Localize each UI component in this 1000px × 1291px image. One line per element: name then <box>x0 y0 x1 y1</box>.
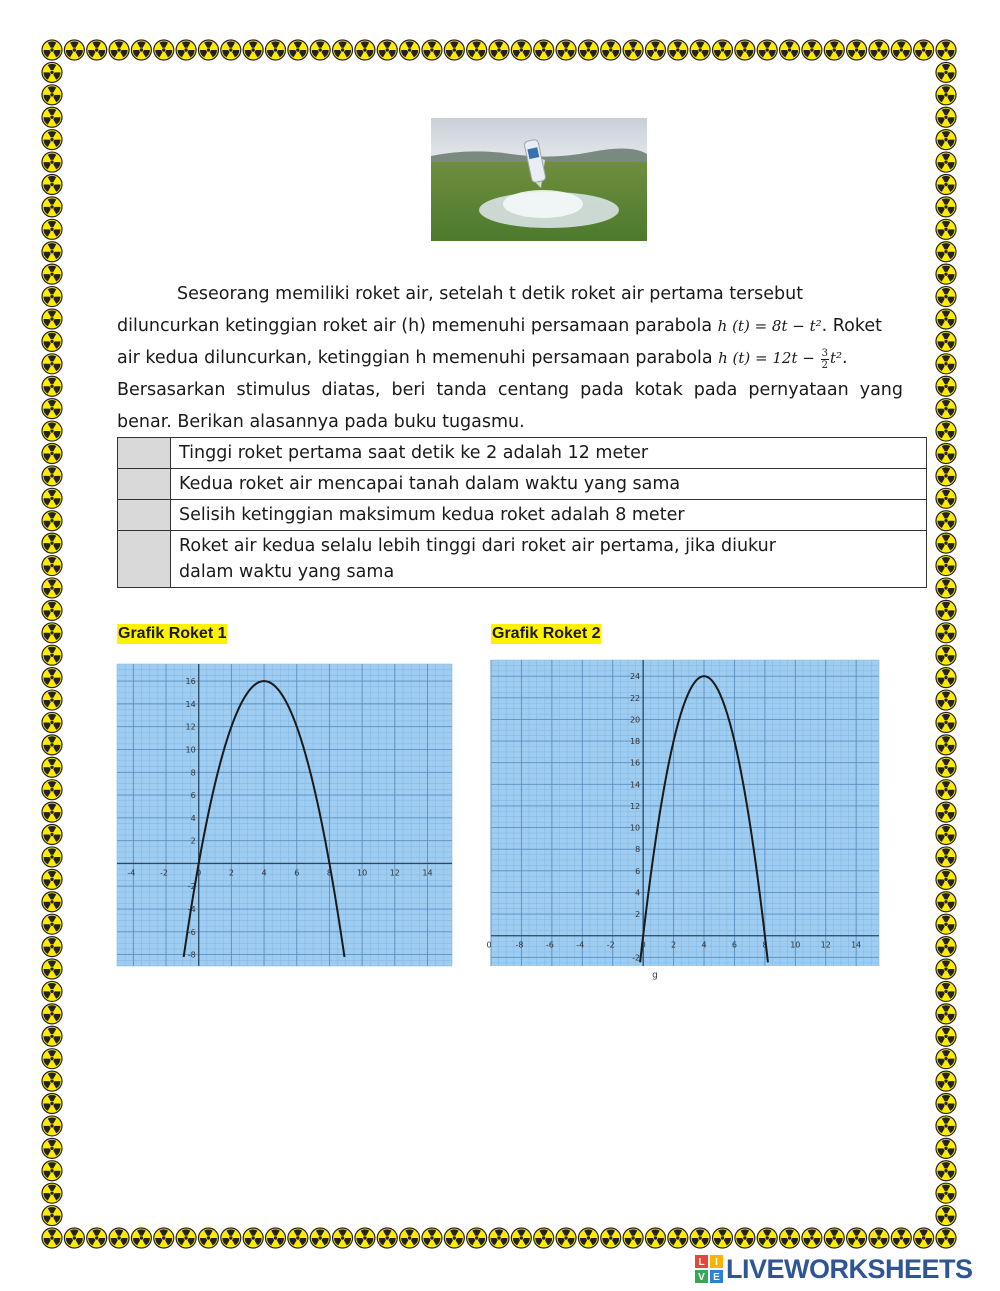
statement-row <box>118 531 927 588</box>
statement-text: Tinggi roket pertama saat detik ke 2 adalah 12 meter <box>171 438 927 469</box>
radiation-border-icon <box>936 443 956 463</box>
radiation-border-icon <box>936 85 956 105</box>
graph-2-label: Grafik Roket 2 <box>492 625 601 642</box>
radiation-border-icon <box>936 735 956 755</box>
radiation-border-icon <box>42 1138 62 1158</box>
radiation-border-icon <box>936 892 956 912</box>
radiation-border-icon <box>333 40 353 60</box>
graph-rocket-2 <box>486 660 879 981</box>
liveworksheets-logo <box>694 1254 973 1284</box>
radiation-border-icon <box>713 1228 733 1248</box>
axis-annotation: g <box>652 970 658 981</box>
y-tick-label: 12 <box>629 801 641 811</box>
radiation-border-icon <box>936 287 956 307</box>
radiation-border-icon <box>176 40 196 60</box>
radiation-border-icon <box>42 959 62 979</box>
radiation-border-icon <box>422 40 442 60</box>
radiation-border-icon <box>578 1228 598 1248</box>
radiation-border-icon <box>936 511 956 531</box>
x-tick-label: 4 <box>701 940 707 950</box>
radiation-border-icon <box>310 40 330 60</box>
radiation-border-icon <box>489 40 509 60</box>
radiation-border-icon <box>936 645 956 665</box>
graph-1-label: Grafik Roket 1 <box>118 625 227 642</box>
radiation-border-icon <box>623 40 643 60</box>
radiation-border-icon <box>42 556 62 576</box>
radiation-border-icon <box>936 1206 956 1226</box>
checkbox-cell[interactable] <box>118 531 171 588</box>
radiation-border-icon <box>221 40 241 60</box>
radiation-border-icon <box>690 1228 710 1248</box>
logo-mark-letter: V <box>698 1272 705 1283</box>
x-tick-label: 8 <box>762 940 768 950</box>
radiation-border-icon <box>936 623 956 643</box>
radiation-border-icon <box>42 421 62 441</box>
checkbox-cell[interactable] <box>118 500 171 531</box>
radiation-border-icon <box>668 40 688 60</box>
y-tick-label: 8 <box>635 845 641 855</box>
radiation-border-icon <box>42 511 62 531</box>
radiation-border-icon <box>936 668 956 688</box>
paragraph-text: . Roket <box>821 316 882 336</box>
radiation-border-icon <box>444 40 464 60</box>
radiation-border-icon <box>42 466 62 486</box>
radiation-border-icon <box>42 780 62 800</box>
radiation-border-icon <box>936 331 956 351</box>
x-tick-label: 8 <box>326 868 332 878</box>
radiation-border-icon <box>42 1004 62 1024</box>
radiation-border-icon <box>109 40 129 60</box>
y-tick-label: 10 <box>185 745 196 755</box>
y-tick-label: 18 <box>629 737 641 747</box>
radiation-border-icon <box>936 197 956 217</box>
logo-mark-letter: L <box>698 1257 705 1268</box>
x-tick-label: -2 <box>160 868 169 878</box>
radiation-border-icon <box>511 40 531 60</box>
radiation-border-icon <box>42 533 62 553</box>
radiation-border-icon <box>690 40 710 60</box>
equation-part: t² <box>829 349 843 367</box>
radiation-border-icon <box>936 219 956 239</box>
radiation-border-icon <box>936 399 956 419</box>
radiation-border-icon <box>936 1071 956 1091</box>
checkbox-cell[interactable] <box>118 469 171 500</box>
radiation-border-icon <box>109 1228 129 1248</box>
fraction <box>821 348 829 371</box>
radiation-border-icon <box>891 40 911 60</box>
radiation-border-icon <box>42 1026 62 1046</box>
paragraph-text: . <box>842 348 848 368</box>
equation-rocket-2 <box>718 347 843 371</box>
radiation-border-icon <box>42 242 62 262</box>
liveworksheets-logo-text: LIVEWORKSHEETS <box>726 1253 973 1284</box>
radiation-border-icon <box>936 1026 956 1046</box>
radiation-border-icon <box>42 174 62 194</box>
y-tick-label: -4 <box>187 905 196 915</box>
radiation-border-icon <box>645 1228 665 1248</box>
radiation-border-icon <box>601 1228 621 1248</box>
x-tick-label: 4 <box>261 868 267 878</box>
radiation-border-icon <box>534 40 554 60</box>
radiation-border-icon <box>936 354 956 374</box>
statement-text: Kedua roket air mencapai tanah dalam waktu yang sama <box>171 469 927 500</box>
x-tick-label: 0 <box>486 940 492 950</box>
radiation-border-icon <box>936 466 956 486</box>
radiation-border-icon <box>936 802 956 822</box>
radiation-border-icon <box>154 40 174 60</box>
radiation-border-icon <box>400 40 420 60</box>
y-tick-label: 14 <box>185 699 196 709</box>
y-tick-label: 16 <box>629 758 641 768</box>
radiation-border-icon <box>847 1228 867 1248</box>
radiation-border-icon <box>936 174 956 194</box>
statement-text: Selisih ketinggian maksimum kedua roket adalah 8 meter <box>171 500 927 531</box>
radiation-border-icon <box>42 802 62 822</box>
radiation-border-icon <box>42 1116 62 1136</box>
x-tick-label: 10 <box>357 868 368 878</box>
radiation-border-icon <box>310 1228 330 1248</box>
y-tick-label: 4 <box>635 888 641 898</box>
radiation-border-icon <box>42 443 62 463</box>
radiation-border-icon <box>131 40 151 60</box>
y-tick-label: 22 <box>629 693 641 703</box>
radiation-border-icon <box>936 556 956 576</box>
radiation-border-icon <box>936 40 956 60</box>
radiation-border-icon <box>891 1228 911 1248</box>
y-tick-label: 12 <box>185 722 196 732</box>
radiation-border-icon <box>87 1228 107 1248</box>
radiation-border-icon <box>87 40 107 60</box>
y-tick-label: 16 <box>185 677 196 687</box>
radiation-border-icon <box>42 892 62 912</box>
radiation-border-icon <box>936 421 956 441</box>
radiation-border-icon <box>936 712 956 732</box>
radiation-border-icon <box>645 40 665 60</box>
radiation-border-icon <box>936 600 956 620</box>
radiation-border-icon <box>936 1138 956 1158</box>
radiation-border-icon <box>936 578 956 598</box>
radiation-border-icon <box>42 869 62 889</box>
radiation-border-icon <box>64 40 84 60</box>
radiation-border-icon <box>936 1183 956 1203</box>
x-tick-label: 12 <box>820 940 831 950</box>
radiation-border-icon <box>869 1228 889 1248</box>
radiation-border-icon <box>42 287 62 307</box>
radiation-border-icon <box>936 62 956 82</box>
radiation-border-icon <box>780 40 800 60</box>
radiation-border-icon <box>936 1004 956 1024</box>
radiation-border-icon <box>288 1228 308 1248</box>
radiation-border-icon <box>914 1228 934 1248</box>
radiation-border-icon <box>42 219 62 239</box>
radiation-border-icon <box>556 40 576 60</box>
statement-row <box>118 469 927 500</box>
y-tick-label: 24 <box>629 672 641 682</box>
x-tick-label: 6 <box>294 868 300 878</box>
radiation-border-icon <box>198 40 218 60</box>
x-tick-label: 6 <box>731 940 737 950</box>
radiation-border-icon <box>42 937 62 957</box>
x-tick-label: 0 <box>196 868 202 878</box>
y-tick-label: -2 <box>632 953 641 963</box>
y-tick-label: 20 <box>629 715 641 725</box>
radiation-border-icon <box>623 1228 643 1248</box>
x-tick-label: -6 <box>545 940 554 950</box>
radiation-border-icon <box>42 712 62 732</box>
statement-text: Roket air kedua selalu lebih tinggi dari roket air pertama, jika diukur dalam waktu yang sama <box>171 531 927 588</box>
x-tick-label: 10 <box>790 940 801 950</box>
radiation-border-icon <box>936 847 956 867</box>
radiation-border-icon <box>266 1228 286 1248</box>
statement-row <box>118 438 927 469</box>
radiation-border-icon <box>42 1228 62 1248</box>
y-tick-label: -8 <box>187 950 196 960</box>
radiation-border-icon <box>400 1228 420 1248</box>
radiation-border-icon <box>668 1228 688 1248</box>
x-tick-label: 14 <box>851 940 862 950</box>
radiation-border-icon <box>377 40 397 60</box>
radiation-border-icon <box>713 40 733 60</box>
x-tick-label: 2 <box>671 940 677 950</box>
radiation-border-icon <box>936 869 956 889</box>
radiation-border-icon <box>936 937 956 957</box>
radiation-border-icon <box>42 1049 62 1069</box>
radiation-border-icon <box>578 40 598 60</box>
x-tick-label: 12 <box>389 868 400 878</box>
radiation-border-icon <box>42 40 62 60</box>
radiation-border-icon <box>936 309 956 329</box>
radiation-border-icon <box>601 40 621 60</box>
radiation-border-icon <box>266 40 286 60</box>
radiation-border-icon <box>914 40 934 60</box>
radiation-border-icon <box>757 1228 777 1248</box>
radiation-border-icon <box>176 1228 196 1248</box>
radiation-border-icon <box>847 40 867 60</box>
radiation-border-icon <box>42 825 62 845</box>
radiation-border-icon <box>467 40 487 60</box>
radiation-border-icon <box>42 645 62 665</box>
radiation-border-icon <box>42 914 62 934</box>
radiation-border-icon <box>824 40 844 60</box>
radiation-border-icon <box>936 107 956 127</box>
radiation-border-icon <box>221 1228 241 1248</box>
radiation-border-icon <box>243 40 263 60</box>
y-tick-label: 6 <box>635 866 641 876</box>
radiation-border-icon <box>936 1161 956 1181</box>
y-tick-label: -6 <box>187 927 196 937</box>
radiation-border-icon <box>824 1228 844 1248</box>
paragraph-line-1: Seseorang memiliki roket air, setelah t detik roket air pertama tersebut <box>177 284 804 304</box>
x-tick-label: 2 <box>228 868 234 878</box>
radiation-border-icon <box>422 1228 442 1248</box>
fraction-numerator: 3 <box>821 347 828 359</box>
radiation-border-icon <box>936 376 956 396</box>
radiation-border-icon <box>42 578 62 598</box>
radiation-border-icon <box>42 1206 62 1226</box>
radiation-border-icon <box>42 735 62 755</box>
radiation-border-icon <box>42 981 62 1001</box>
radiation-border-icon <box>42 107 62 127</box>
liveworksheets-logo-icon <box>694 1254 724 1284</box>
radiation-border-icon <box>42 1094 62 1114</box>
radiation-border-icon <box>42 399 62 419</box>
radiation-border-icon <box>936 152 956 172</box>
radiation-border-icon <box>936 981 956 1001</box>
paragraph-line-3 <box>117 342 903 374</box>
radiation-border-icon <box>42 130 62 150</box>
radiation-border-icon <box>42 690 62 710</box>
radiation-border-icon <box>735 1228 755 1248</box>
radiation-border-icon <box>936 1228 956 1248</box>
radiation-border-icon <box>936 1094 956 1114</box>
radiation-border-icon <box>42 62 62 82</box>
graph-background <box>491 660 879 966</box>
y-tick-label: 14 <box>629 780 641 790</box>
radiation-border-icon <box>355 40 375 60</box>
radiation-border-icon <box>42 847 62 867</box>
radiation-border-icon <box>154 1228 174 1248</box>
radiation-border-icon <box>467 1228 487 1248</box>
radiation-border-icon <box>131 1228 151 1248</box>
y-tick-label: 2 <box>635 910 641 920</box>
radiation-border-icon <box>802 1228 822 1248</box>
logo-mark-letter: E <box>713 1272 720 1283</box>
paragraph-text: air kedua diluncurkan, ketinggian h memenuhi persamaan parabola <box>117 348 719 368</box>
radiation-border-icon <box>936 959 956 979</box>
radiation-border-icon <box>42 623 62 643</box>
radiation-border-icon <box>243 1228 263 1248</box>
y-tick-label: 2 <box>190 836 196 846</box>
radiation-border-icon <box>936 242 956 262</box>
statement-row <box>118 500 927 531</box>
radiation-border-icon <box>42 600 62 620</box>
y-tick-label: 4 <box>190 813 196 823</box>
x-tick-label: 0 <box>640 940 646 950</box>
radiation-border-icon <box>936 690 956 710</box>
radiation-border-icon <box>780 1228 800 1248</box>
radiation-border-icon <box>42 757 62 777</box>
radiation-border-icon <box>355 1228 375 1248</box>
radiation-border-icon <box>42 331 62 351</box>
radiation-border-icon <box>42 1161 62 1181</box>
radiation-border-icon <box>42 152 62 172</box>
radiation-border-icon <box>42 1071 62 1091</box>
radiation-border-icon <box>936 825 956 845</box>
radiation-border-icon <box>936 488 956 508</box>
radiation-border-icon <box>936 914 956 934</box>
radiation-border-icon <box>42 1183 62 1203</box>
paragraph-line-4: Bersasarkan stimulus diatas, beri tanda centang pada kotak pada pernyataan yang benar. Berikan alasannya pada buku tugasmu. <box>117 380 903 432</box>
radiation-border-icon <box>288 40 308 60</box>
equation-part: h (t) = 12t − <box>718 349 815 367</box>
x-tick-label: -2 <box>606 940 615 950</box>
y-tick-label: 6 <box>190 791 196 801</box>
radiation-border-icon <box>64 1228 84 1248</box>
radiation-border-icon <box>735 40 755 60</box>
x-tick-label: -4 <box>127 868 136 878</box>
radiation-border-icon <box>534 1228 554 1248</box>
radiation-border-icon <box>42 85 62 105</box>
x-tick-label: -4 <box>576 940 585 950</box>
radiation-border-icon <box>489 1228 509 1248</box>
paragraph-line-2 <box>117 310 903 342</box>
radiation-border-icon <box>936 533 956 553</box>
water-rocket-photo <box>431 118 647 241</box>
radiation-border-icon <box>936 757 956 777</box>
y-tick-label: 8 <box>190 768 196 778</box>
statements-table <box>117 437 927 588</box>
radiation-border-icon <box>802 40 822 60</box>
y-tick-label: 10 <box>629 823 641 833</box>
radiation-border-icon <box>936 130 956 150</box>
radiation-border-icon <box>869 40 889 60</box>
radiation-border-icon <box>42 354 62 374</box>
radiation-border-icon <box>936 1116 956 1136</box>
radiation-border-icon <box>42 197 62 217</box>
radiation-border-icon <box>42 309 62 329</box>
equation-rocket-1: h (t) = 8t − t² <box>717 317 822 335</box>
checkbox-cell[interactable] <box>118 438 171 469</box>
radiation-border-icon <box>42 488 62 508</box>
graph-rocket-1 <box>117 664 452 966</box>
radiation-border-icon <box>936 264 956 284</box>
radiation-border-icon <box>198 1228 218 1248</box>
radiation-border-icon <box>757 40 777 60</box>
radiation-border-icon <box>42 264 62 284</box>
x-tick-label: -8 <box>515 940 524 950</box>
radiation-border-icon <box>444 1228 464 1248</box>
radiation-border-icon <box>511 1228 531 1248</box>
radiation-border-icon <box>936 1049 956 1069</box>
problem-paragraph <box>117 278 903 438</box>
radiation-border-icon <box>333 1228 353 1248</box>
logo-mark-letter: I <box>715 1257 718 1268</box>
radiation-border-icon <box>42 376 62 396</box>
radiation-border-icon <box>42 668 62 688</box>
radiation-border-icon <box>556 1228 576 1248</box>
paragraph-text: diluncurkan ketinggian roket air (h) memenuhi persamaan parabola <box>117 316 718 336</box>
y-tick-label: -2 <box>187 882 196 892</box>
radiation-border-icon <box>936 780 956 800</box>
x-tick-label: 14 <box>422 868 433 878</box>
radiation-border-icon <box>377 1228 397 1248</box>
fraction-denominator: 2 <box>821 359 828 371</box>
